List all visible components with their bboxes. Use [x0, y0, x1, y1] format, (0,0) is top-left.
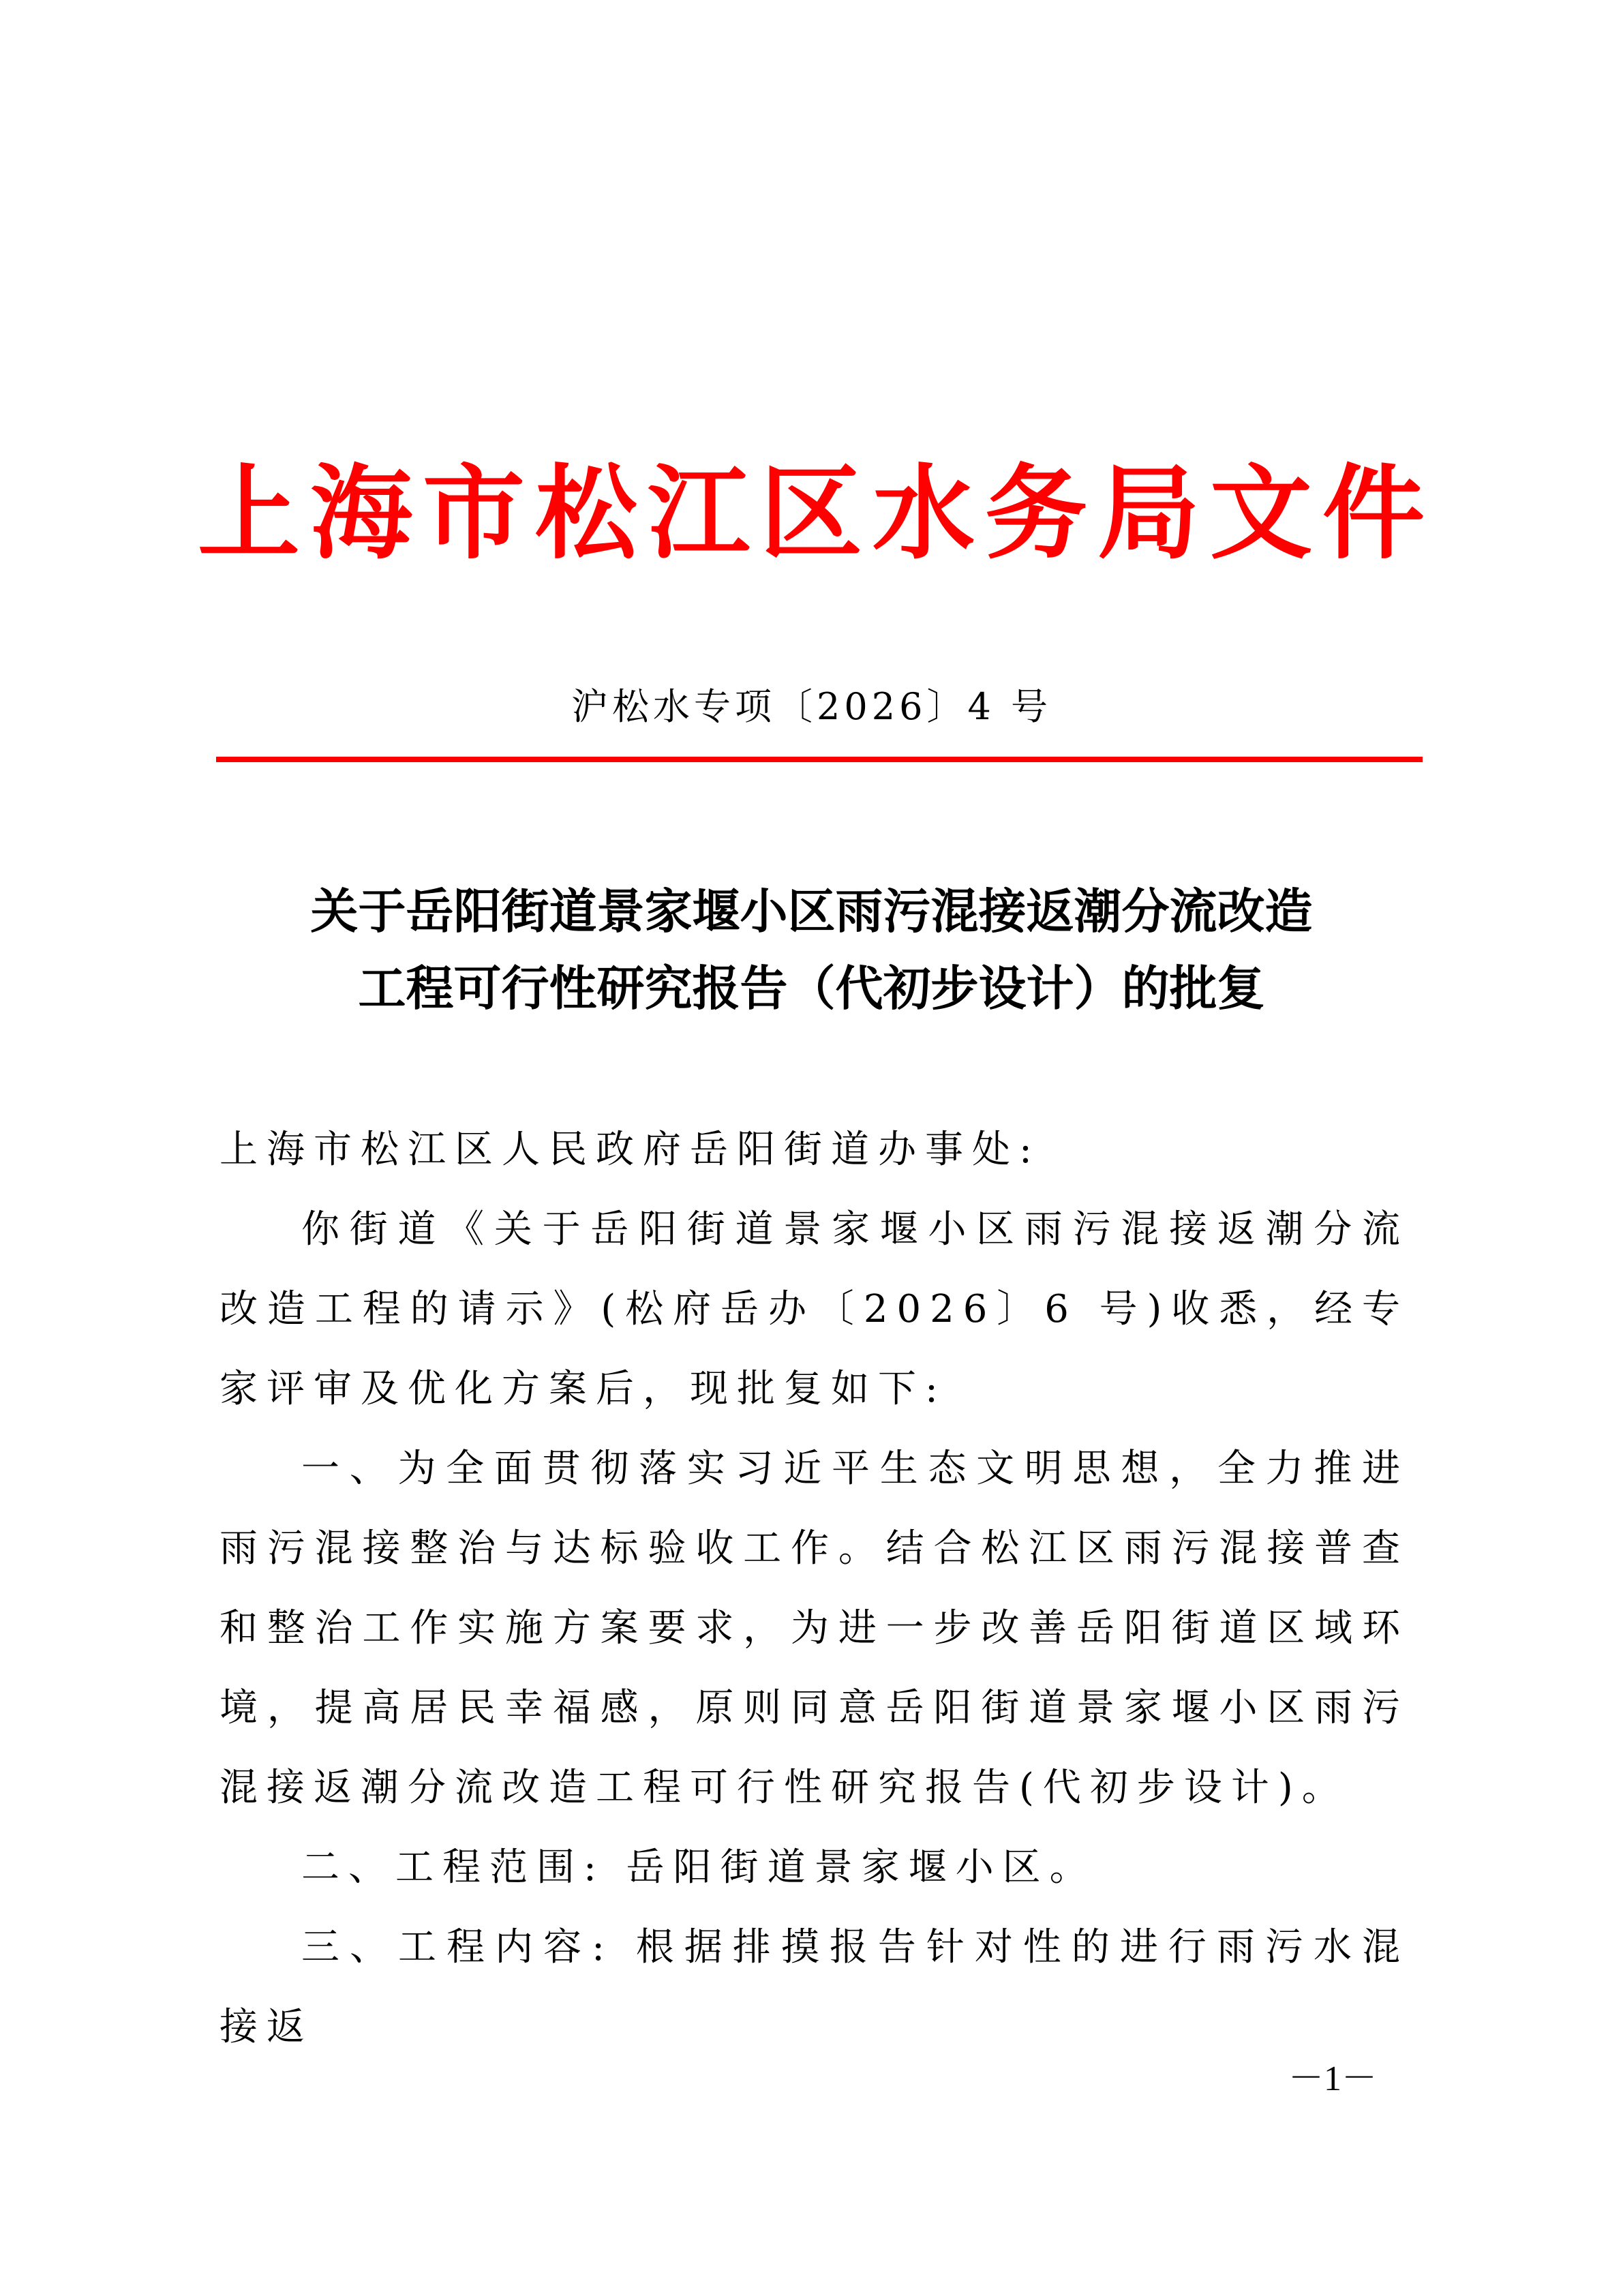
title-line-2: 工程可行性研究报告（代初步设计）的批复 [358, 960, 1265, 1016]
paragraph-acknowledgement: 你街道《关于岳阳街道景家堰小区雨污混接返潮分流改造工程的请示》(松府岳办〔2026〕6 号)收悉，经专家评审及优化方案后，现批复如下: [219, 1207, 1410, 1411]
salutation: 上海市松江区人民政府岳阳街道办事处: [219, 1128, 1041, 1172]
paragraph-item-2-scope: 二、工程范围: 岳阳街道景家堰小区。 [301, 1845, 1097, 1890]
document-title [0, 873, 1623, 1027]
document-body [219, 1110, 1409, 2067]
paragraph-item-1-approval: 一、为全面贯彻落实习近平生态文明思想，全力推进雨污混接整治与达标验收工作。结合松江区雨污混接普查和整治工作实施方案要求，为进一步改善岳阳街道区域环境，提高居民幸福感，原则同意岳阳街道景家堰小区雨污混接返潮分流改造工程可行性研究报告(代初步设计)。 [219, 1447, 1409, 1810]
paragraph-item-3-content: 三、工程内容: 根据排摸报告针对性的进行雨污水混接返 [219, 1925, 1409, 2049]
red-divider-rule [216, 757, 1423, 762]
title-line-1: 关于岳阳街道景家堰小区雨污混接返潮分流改造 [310, 883, 1313, 939]
issuing-authority-masthead: 上海市松江区水务局文件 [198, 453, 1425, 573]
page-number: －1－ [1288, 2059, 1377, 2098]
document-number: 沪松水专项〔2026〕4 号 [571, 685, 1052, 728]
